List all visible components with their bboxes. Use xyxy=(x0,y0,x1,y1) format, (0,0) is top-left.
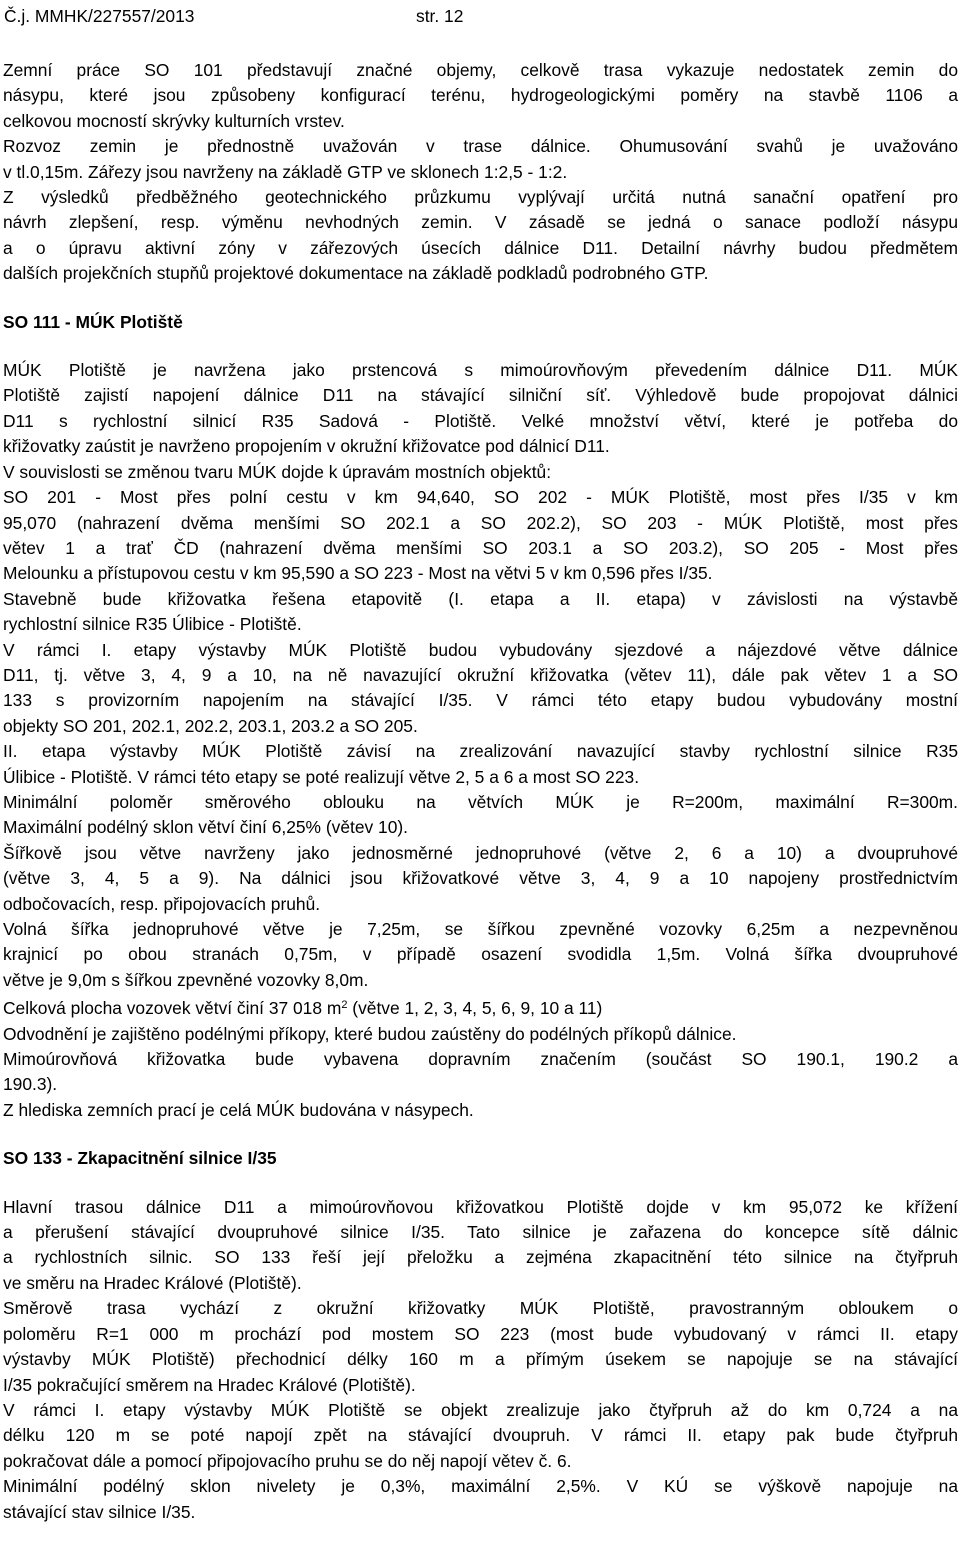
document-body xyxy=(3,58,958,1525)
text-line: 190.3). xyxy=(3,1074,58,1095)
text-line: Směrově trasa vychází z okružní křižovatky MÚK Plotiště, pravostranným obloukem o xyxy=(3,1298,958,1319)
text-line: násypu, které jsou způsobeny konfigurací terénu, hydrogeologickými poměry na stavbě 1106 a xyxy=(3,85,958,106)
section-heading: SO 133 - Zkapacitnění silnice I/35 xyxy=(3,1148,277,1169)
text-line: a rychlostních silnic. SO 133 řeší její přeložku a zejména zkapacitnění této silnice na čtyřpruh xyxy=(3,1247,958,1268)
text-line: V souvislosti se změnou tvaru MÚK dojde k úpravám mostních objektů: xyxy=(3,461,552,482)
text-line: délku 120 m se poté napojí zpět na stávající dvoupruh. V rámci II. etapy pak bude čtyřpruh xyxy=(3,1425,958,1446)
text-line: SO 201 - Most přes polní cestu v km 94,640, SO 202 - MÚK Plotiště, most přes I/35 v km xyxy=(3,487,958,508)
text-line: pokračovat dále a pomocí připojovacího pruhu se do něj napojí větev č. 6. xyxy=(3,1450,572,1471)
text-line: větve je 9,0m s šířkou zpevněné vozovky 8,0m. xyxy=(3,969,369,990)
text-line: 95,070 (nahrazení dvěma menšími SO 202.1 a SO 202.2), SO 203 - MÚK Plotiště, most přes xyxy=(3,512,958,533)
text-line: Rozvoz zemin je přednostně uvažován v trase dálnice. Ohumusování svahů je uvažováno xyxy=(3,136,958,157)
paragraph xyxy=(3,1195,958,1525)
text-line: 133 s provizorním napojením na stávající I/35. V rámci této etapy budou vybudovány mostní xyxy=(3,690,958,711)
text-line: D11 s rychlostní silnicí R35 Sadová - Plotiště. Velké množství větví, které je potřeba do xyxy=(3,410,958,431)
text-line: odbočovacích, resp. připojovacích pruhů. xyxy=(3,893,321,914)
text-line: Odvodnění je zajištěno podélnými příkopy, které budou zaústěny do podélných příkopů dálnice. xyxy=(3,1023,737,1044)
text-line: V rámci I. etapy výstavby MÚK Plotiště budou vybudovány sjezdové a nájezdové větve dálnice xyxy=(3,639,958,660)
section-gap xyxy=(3,287,958,310)
text-line: rychlostní silnice R35 Úlibice - Plotiště. xyxy=(3,614,302,635)
text-line: II. etapa výstavby MÚK Plotiště závisí na zrealizování navazující stavby rychlostní silnice R35 xyxy=(3,741,958,762)
text-line: objekty SO 201, 202.1, 202.2, 203.1, 203.2 a SO 205. xyxy=(3,715,418,736)
text-line: Zemní práce SO 101 představují značné objemy, celkově trasa vykazuje nedostatek zemin do xyxy=(3,60,958,80)
text-line: poloměru R=1 000 m prochází pod mostem SO 223 (most bude vybudovaný v rámci II. etapy xyxy=(3,1323,958,1344)
text-line: v tl.0,15m. Zářezy jsou navrženy na základě GTP ve sklonech 1:2,5 - 1:2. xyxy=(3,161,568,182)
section-gap xyxy=(3,1123,958,1146)
text-line: Melounku a přístupovou cestu v km 95,590 a SO 223 - Most na větvi 5 v km 0,596 přes I/35. xyxy=(3,563,713,584)
text-line: Plotiště zajistí napojení dálnice D11 na stávající silniční síť. Výhledově bude propojovat dálnici xyxy=(3,385,958,406)
paragraph-area xyxy=(3,993,958,1021)
paragraph xyxy=(3,358,958,993)
area-text-suffix: (větve 1, 2, 3, 4, 5, 6, 9, 10 a 11) xyxy=(347,998,603,1019)
page-number: str. 12 xyxy=(416,6,464,26)
text-line: a přerušení stávající dvoupruhové silnice I/35. Tato silnice je zařazena do koncepce sítě dálnic xyxy=(3,1222,958,1243)
section-gap xyxy=(3,335,958,358)
text-line: V rámci I. etapy výstavby MÚK Plotiště se objekt zrealizuje jako čtyřpruh až do km 0,724 a na xyxy=(3,1399,958,1420)
document-reference: Č.j. MMHK/227557/2013 xyxy=(4,6,195,26)
text-line: MÚK Plotiště je navržena jako prstencová s mimoúrovňovým převedením dálnice D11. MÚK xyxy=(3,360,958,381)
text-line: ve směru na Hradec Králové (Plotiště). xyxy=(3,1272,302,1293)
section-gap xyxy=(3,1172,958,1195)
text-line: křižovatky zaústit je navrženo propojením v okružní křižovatce pod dálnicí D11. xyxy=(3,436,610,457)
text-line: Úlibice - Plotiště. V rámci této etapy se poté realizují větve 2, 5 a 6 a most SO 223. xyxy=(3,766,640,787)
text-line: Minimální podélný sklon nivelety je 0,3%, maximální 2,5%. V KÚ se výškově napojuje na xyxy=(3,1476,958,1497)
text-line: Z výsledků předběžného geotechnického průzkumu vyplývají určitá nutná sanační opatření pro xyxy=(3,187,958,208)
text-line: dalších projekčních stupňů projektové dokumentace na základě podkladů podrobného GTP. xyxy=(3,263,709,284)
text-line: Minimální poloměr směrového oblouku na větvích MÚK je R=200m, maximální R=300m. xyxy=(3,791,958,812)
text-line: D11, tj. větve 3, 4, 9 a 10, na ně navazující okružní křižovatka (větev 11), dále pak větev 1 a SO xyxy=(3,664,958,685)
text-line: výstavby MÚK Plotiště) přechodnicí délky 160 m a přímým úsekem se napojuje se na stávající xyxy=(3,1349,958,1370)
area-text: Celková plocha vozovek větví činí 37 018 m xyxy=(3,998,342,1019)
text-line: celkovou mocností skrývky kulturních vrstev. xyxy=(3,110,345,131)
text-line xyxy=(3,993,958,1021)
text-line: stávající stav silnice I/35. xyxy=(3,1501,196,1522)
paragraph xyxy=(3,1022,958,1124)
text-line: návrh zlepšení, resp. výměnu nevhodných zemin. V zásadě se jedná o sanace podloží násypu xyxy=(3,212,958,233)
text-line: Stavebně bude křižovatka řešena etapovitě (I. etapa a II. etapa) v závislosti na výstavbě xyxy=(3,588,958,609)
section-heading: SO 111 - MÚK Plotiště xyxy=(3,311,183,332)
text-line: (větve 3, 4, 5 a 9). Na dálnici jsou křižovatkové větve 3, 4, 9 a 10 napojeny prostřednictvím xyxy=(3,868,958,889)
text-line: krajnicí po obou stranách 0,75m, v případě osazení svodidla 1,5m. Volná šířka dvoupruhové xyxy=(3,944,958,965)
text-line: Šířkově jsou větve navrženy jako jednosměrné jednopruhové (větve 2, 6 a 10) a dvoupruhové xyxy=(3,842,958,863)
text-line: větev 1 a trať ČD (nahrazení dvěma menšími SO 203.1 a SO 203.2), SO 205 - Most přes xyxy=(3,537,958,558)
text-line: Mimoúrovňová křižovatka bude vybavena dopravním značením (součást SO 190.1, 190.2 a xyxy=(3,1049,958,1070)
page-header xyxy=(4,4,952,28)
text-line: Volná šířka jednopruhové větve je 7,25m, se šířkou zpevněné vozovky 6,25m a nezpevněnou xyxy=(3,919,958,939)
paragraph xyxy=(3,58,958,287)
text-line: Z hlediska zemních prací je celá MÚK budována v násypech. xyxy=(3,1099,474,1120)
text-line: I/35 pokračující směrem na Hradec Králové (Plotiště). xyxy=(3,1374,416,1395)
text-line: a o úpravu aktivní zóny v zářezových úsecích dálnice D11. Detailní návrhy budou předmětem xyxy=(3,237,958,258)
superscript: 2 xyxy=(341,999,348,1012)
text-line: Hlavní trasou dálnice D11 a mimoúrovňovou křižovatkou Plotiště dojde v km 95,072 ke křížení xyxy=(3,1196,958,1217)
text-line: Maximální podélný sklon větví činí 6,25% (větev 10). xyxy=(3,817,409,838)
